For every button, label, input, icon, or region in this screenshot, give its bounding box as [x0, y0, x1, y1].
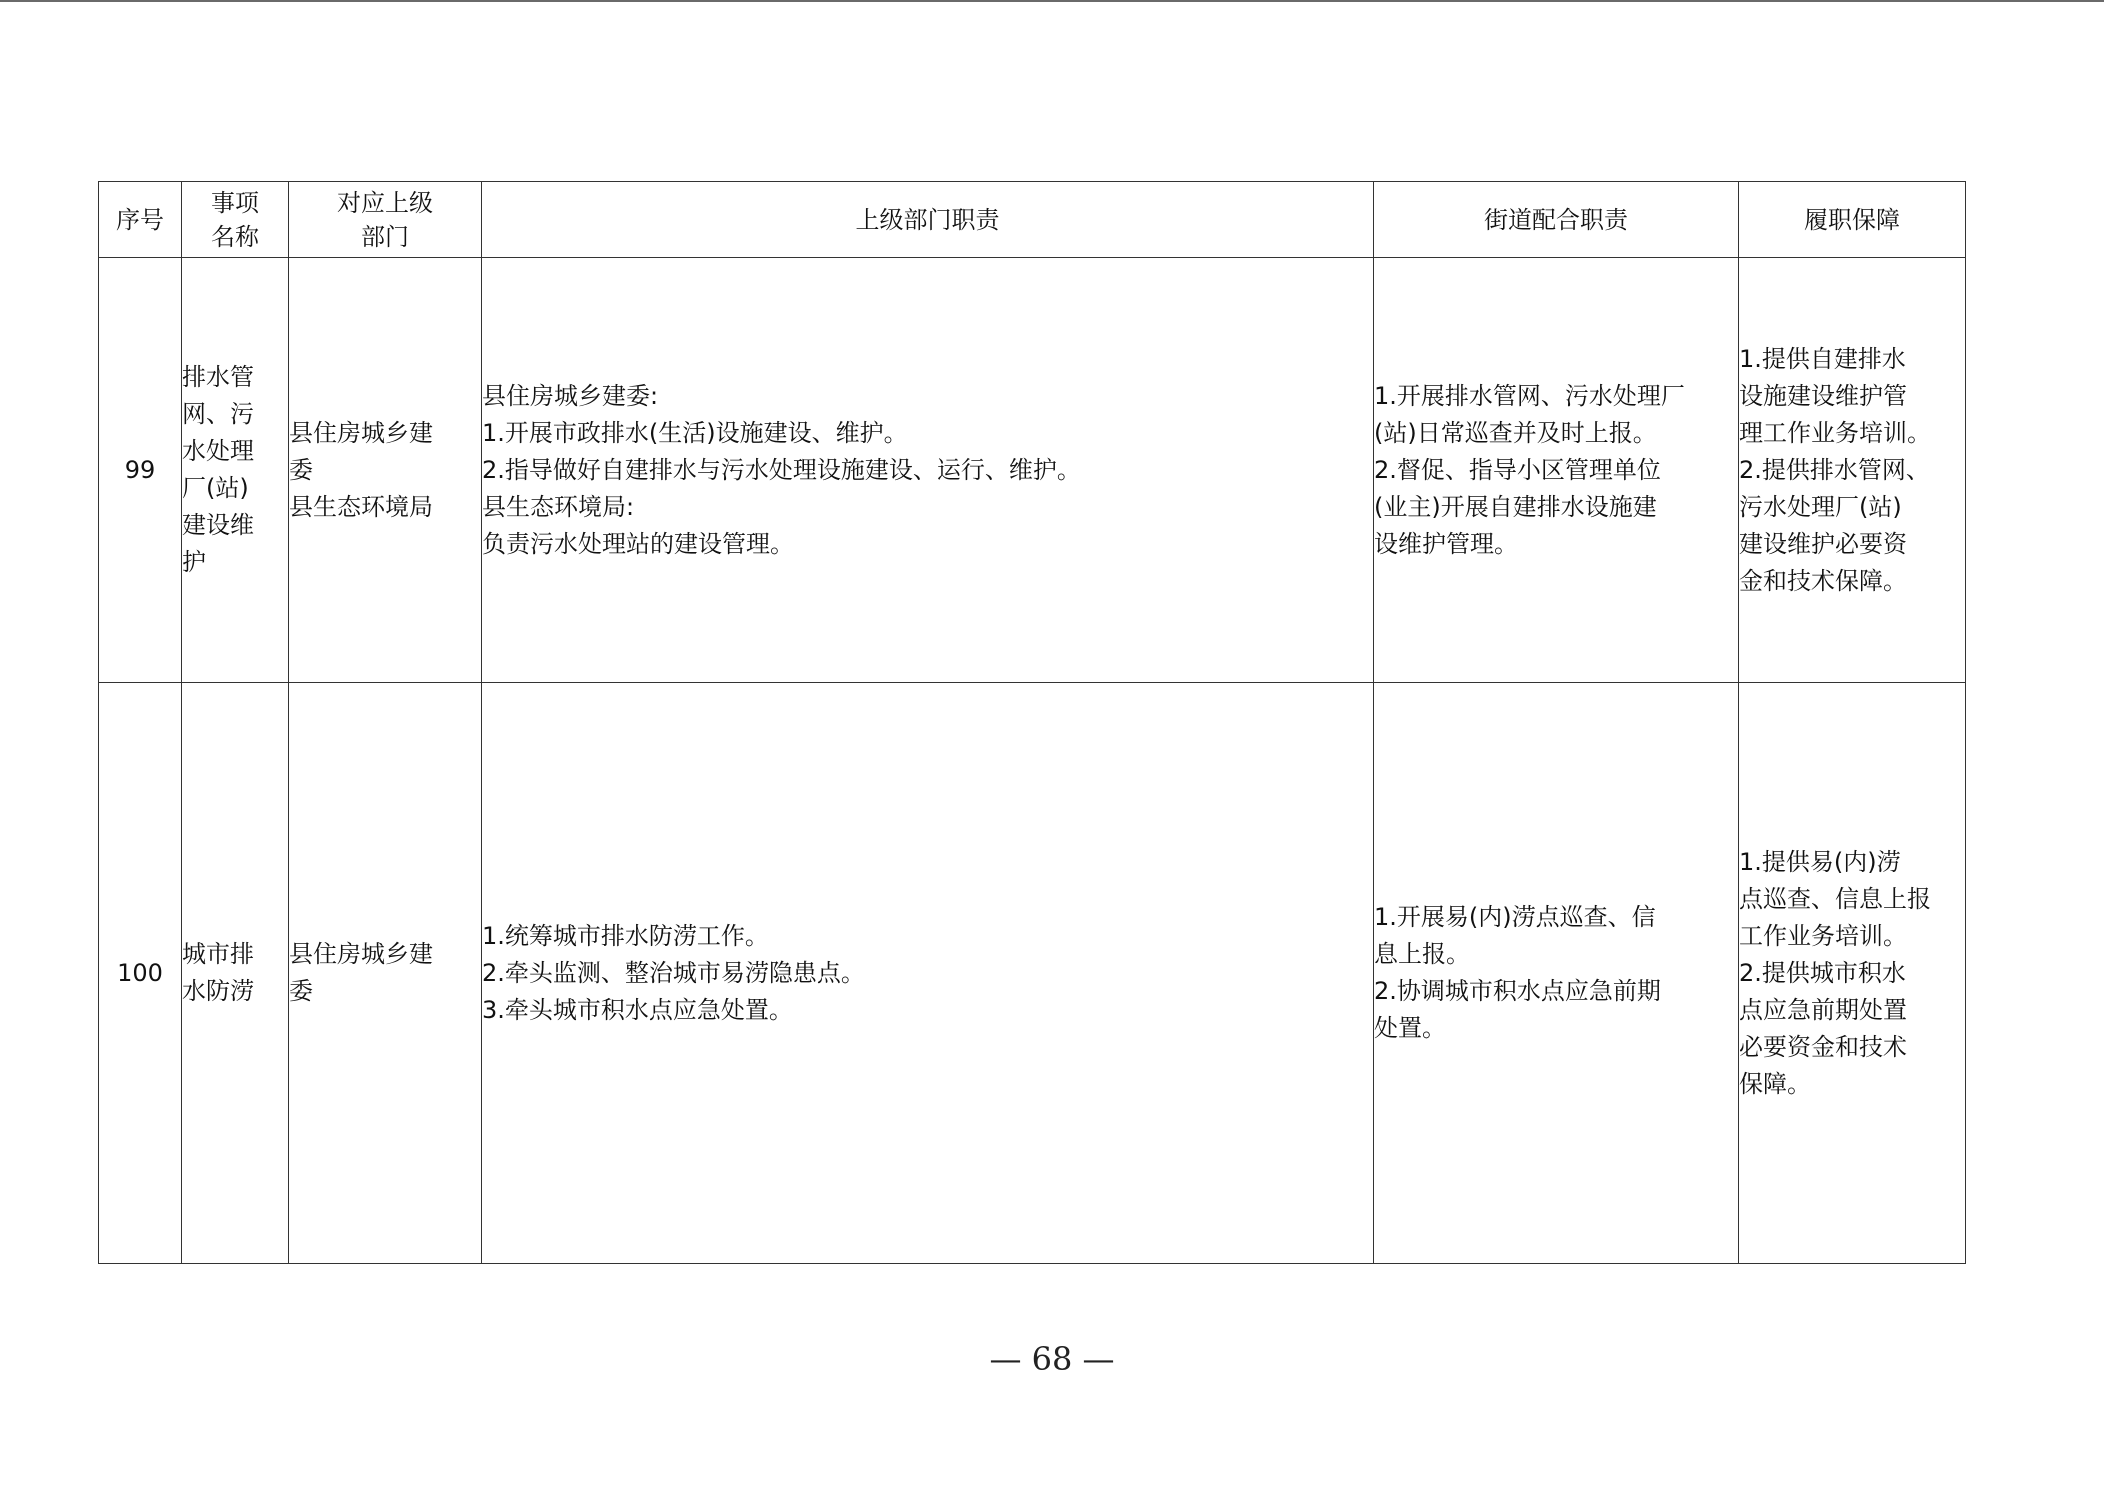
header-upper-duties: 上级部门职责 [482, 182, 1374, 258]
row-upper-duties-cell: 1.统筹城市排水防涝工作。 2.牵头监测、整治城市易涝隐患点。 3.牵头城市积水点应急处置。 [482, 683, 1374, 1264]
row-street-duties-cell: 1.开展易(内)涝点巡查、信 息上报。 2.协调城市积水点应急前期 处置。 [1374, 683, 1739, 1264]
header-seq: 序号 [99, 182, 182, 258]
row-guarantee-cell: 1.提供易(内)涝 点巡查、信息上报 工作业务培训。 2.提供城市积水 点应急前期处置 必要资金和技术 保障。 [1739, 683, 1966, 1264]
table-row [99, 683, 1966, 1264]
header-upper-department: 对应上级 部门 [289, 182, 482, 258]
row-item-name-cell: 排水管 网、污 水处理 厂(站) 建设维 护 [182, 258, 289, 683]
header-item-name: 事项 名称 [182, 182, 289, 258]
row-upper-duties-cell: 县住房城乡建委: 1.开展市政排水(生活)设施建设、维护。 2.指导做好自建排水与污水处理设施建设、运行、维护。 县生态环境局: 负责污水处理站的建设管理。 [482, 258, 1374, 683]
row-item-name-cell: 城市排 水防涝 [182, 683, 289, 1264]
row-seq-cell: 100 [99, 683, 182, 1264]
row-department-cell: 县住房城乡建 委 县生态环境局 [289, 258, 482, 683]
table-header-row [99, 182, 1966, 258]
row-department-cell: 县住房城乡建 委 [289, 683, 482, 1264]
row-guarantee-cell: 1.提供自建排水 设施建设维护管 理工作业务培训。 2.提供排水管网、 污水处理厂(站) 建设维护必要资 金和技术保障。 [1739, 258, 1966, 683]
header-street-duties: 街道配合职责 [1374, 182, 1739, 258]
table-row [99, 258, 1966, 683]
row-seq-cell: 99 [99, 258, 182, 683]
page-number: — 68 — [989, 1340, 1115, 1378]
duty-table [98, 181, 1966, 1264]
row-street-duties-cell: 1.开展排水管网、污水处理厂 (站)日常巡查并及时上报。 2.督促、指导小区管理单位 (业主)开展自建排水设施建 设维护管理。 [1374, 258, 1739, 683]
header-guarantee: 履职保障 [1739, 182, 1966, 258]
top-border-line [0, 0, 2104, 2]
